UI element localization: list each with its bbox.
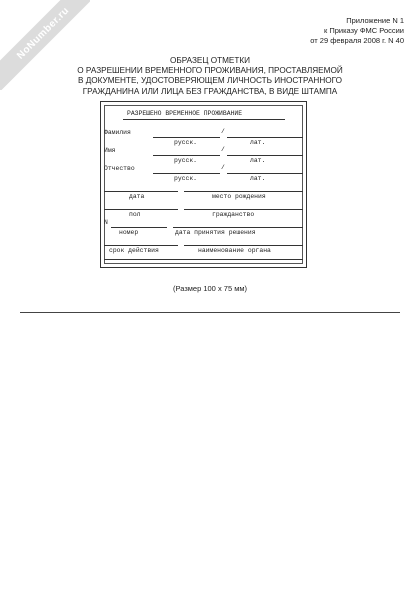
surname-latin-line xyxy=(227,137,303,138)
patronymic-latin-hint: лат. xyxy=(250,175,266,182)
appendix-line: к Приказу ФМС России xyxy=(323,26,404,35)
stamp-sample xyxy=(100,101,307,268)
surname-latin-hint: лат. xyxy=(250,139,266,146)
appendix-line: Приложение N 1 xyxy=(346,16,404,25)
patronymic-russian-line xyxy=(153,173,220,174)
document-title xyxy=(60,56,360,97)
patronymic-latin-line xyxy=(227,173,303,174)
name-latin-hint: лат. xyxy=(250,157,266,164)
decision-date-hint: дата принятия решения xyxy=(175,229,256,236)
name-slash: / xyxy=(221,146,225,153)
citizenship-line xyxy=(184,209,303,210)
patronymic-russian-hint: русск. xyxy=(174,175,198,182)
surname-russian-hint: русск. xyxy=(174,139,198,146)
watermark-text: NoNumber.ru xyxy=(14,4,72,62)
number-hint: номер xyxy=(119,229,139,236)
sex-line xyxy=(104,209,178,210)
heading-underline xyxy=(123,119,285,120)
decision-date-line xyxy=(173,227,303,228)
number-line xyxy=(111,227,167,228)
horizontal-rule xyxy=(20,312,400,313)
name-label: Имя xyxy=(104,147,116,154)
name-russian-line xyxy=(153,155,220,156)
size-caption: (Размер 100 x 75 мм) xyxy=(172,284,248,293)
number-sign: N xyxy=(104,219,108,226)
authority-hint: наименование органа xyxy=(198,247,271,254)
title-line: О РАЗРЕШЕНИИ ВРЕМЕННОГО ПРОЖИВАНИЯ, ПРОСТАВЛЯЕМОЙ xyxy=(77,66,343,76)
appendix-reference xyxy=(310,16,404,46)
stamp-heading: РАЗРЕШЕНО ВРЕМЕННОЕ ПРОЖИВАНИЕ xyxy=(127,110,243,117)
appendix-line: от 29 февраля 2008 г. N 40 xyxy=(310,36,404,45)
title-line: ОБРАЗЕЦ ОТМЕТКИ xyxy=(169,56,251,65)
birthplace-line xyxy=(184,191,303,192)
title-line: ГРАЖДАНИНА ИЛИ ЛИЦА БЕЗ ГРАЖДАНСТВА, В ВИДЕ ШТАМПА xyxy=(82,86,338,96)
title-line: В ДОКУМЕНТЕ, УДОСТОВЕРЯЮЩЕМ ЛИЧНОСТЬ ИНОСТРАННОГО xyxy=(78,76,342,86)
patronymic-label: Отчество xyxy=(104,165,135,172)
validity-line xyxy=(104,245,178,246)
sex-hint: пол xyxy=(129,211,141,218)
bottom-line xyxy=(104,259,303,260)
name-russian-hint: русск. xyxy=(174,157,198,164)
birth-date-line xyxy=(104,191,178,192)
birth-date-hint: дата xyxy=(129,193,145,200)
citizenship-hint: гражданство xyxy=(212,211,255,218)
surname-label: Фамилия xyxy=(104,129,131,136)
stamp-inner-frame xyxy=(104,105,303,264)
birthplace-hint: место рождения xyxy=(212,193,266,200)
validity-hint: срок действия xyxy=(109,247,159,254)
name-latin-line xyxy=(227,155,303,156)
authority-line xyxy=(184,245,303,246)
patronymic-slash: / xyxy=(221,164,225,171)
surname-russian-line xyxy=(153,137,220,138)
surname-slash: / xyxy=(221,128,225,135)
